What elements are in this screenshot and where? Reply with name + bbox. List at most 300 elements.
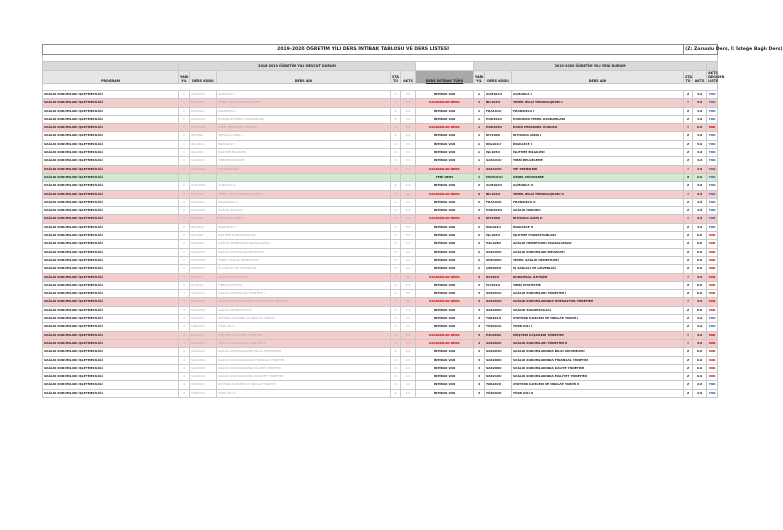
akts-changed-cell: YOK (707, 132, 718, 140)
new-akts-cell: 2.0 (693, 323, 707, 331)
old-akts-cell: 3.0 (401, 198, 416, 206)
table-row (43, 298, 718, 306)
new-name-cell: İŞ SAĞLIĞI VE GÜVENLİĞİ (512, 265, 684, 273)
old-yariyil-cell: 2 (179, 198, 190, 206)
new-akts-cell: 6.0 (693, 248, 707, 256)
old-code-cell: ALM101U (190, 91, 217, 99)
col-yariyil-new: YARI YIL (474, 71, 485, 84)
intibak-type-cell: KALDIRILAN DERS (416, 99, 474, 107)
old-yariyil-cell: 3 (179, 290, 190, 298)
table-row (43, 215, 718, 223)
table-row (43, 157, 718, 165)
old-statu-cell: Z (391, 149, 401, 157)
old-name-cell: İKTİSADA GİRİŞ II (217, 215, 391, 223)
new-name-cell: SAĞLIK KURUMLARI YÖNETİMİ I (512, 290, 684, 298)
old-code-cell: PZL108U (190, 240, 217, 248)
old-name-cell: TEMEL SAĞLIK HİZMETLERİ (217, 256, 391, 264)
intibak-type-cell: İNTİBAK VAR (416, 140, 474, 148)
new-code-cell: İNG101U (485, 140, 512, 148)
intibak-type-cell: İNTİBAK VAR (416, 223, 474, 231)
intibak-type-cell: KALDIRILAN DERS (416, 165, 474, 173)
old-akts-cell: 3.0 (401, 165, 416, 173)
old-code-cell (190, 173, 217, 181)
new-akts-cell: 3.0 (693, 91, 707, 99)
old-akts-cell: 3.0 (401, 281, 416, 289)
old-akts-cell: 3.0 (401, 182, 416, 190)
new-code-cell: TAR201U (485, 315, 512, 323)
new-name-cell: ATATÜRK İLKELERİ VE İNKILAP TARİHİ II (512, 381, 684, 389)
old-akts-cell: 4.0 (401, 364, 416, 372)
old-name-cell: ATATÜRK İLKELERİ VE İNKILAP TARİHİ I (217, 315, 391, 323)
new-name-cell: İŞLETME FONKSİYONLARI (512, 232, 684, 240)
old-statu-cell: Z (391, 348, 401, 356)
intibak-type-cell: KALDIRILAN DERS (416, 339, 474, 347)
new-yariyil-cell: 4 (474, 389, 485, 397)
old-yariyil-cell: 1 (179, 157, 190, 165)
new-statu-cell: Z (684, 373, 693, 381)
intibak-type-cell: KALDIRILAN DERS (416, 124, 474, 132)
new-code-cell: İKT100U (485, 132, 512, 140)
new-code-cell: İŞL105U (485, 149, 512, 157)
old-code-cell: İLT201U (190, 273, 217, 281)
legend-note: (Z: Zorunlu Ders, İ: İsteğe Bağlı Ders) (684, 45, 718, 55)
new-yariyil-cell: 1 (474, 165, 485, 173)
new-code-cell: BİL103U (485, 99, 512, 107)
new-akts-cell: 3.0 (693, 215, 707, 223)
new-yariyil-cell: 2 (474, 207, 485, 215)
old-akts-cell: 2.0 (401, 381, 416, 389)
old-yariyil-cell: 3 (179, 273, 190, 281)
akts-changed-cell: YOK (707, 223, 718, 231)
old-statu-cell: Z (391, 356, 401, 364)
old-name-cell: SAĞLIK KURUMLARINDA KALİTE YÖNETİMİ (217, 364, 391, 372)
intibak-type-cell: İNTİBAK VAR (416, 157, 474, 165)
new-code-cell: SAK202U (485, 339, 512, 347)
intibak-type-cell: İNTİBAK VAR (416, 265, 474, 273)
new-yariyil-cell: 2 (474, 190, 485, 198)
new-name-cell: HUKUKUN TEMEL KAVRAMLARI (512, 115, 684, 123)
table-row (43, 99, 718, 107)
new-akts-cell: 6.0 (693, 124, 707, 132)
old-statu-cell: Z (391, 215, 401, 223)
new-yariyil-cell: 3 (474, 323, 485, 331)
intibak-table (42, 44, 783, 398)
new-yariyil-cell: 1 (474, 140, 485, 148)
old-akts-cell: 3.0 (401, 107, 416, 115)
old-code-cell: İŞL105U (190, 149, 217, 157)
old-name-cell: FRANSIZCA I (217, 107, 391, 115)
new-yariyil-cell: 1 (474, 132, 485, 140)
old-name-cell: ALMANCA II (217, 182, 391, 190)
intibak-type-cell: İNTİBAK VAR (416, 132, 474, 140)
old-statu-cell: Z (391, 198, 401, 206)
new-statu-cell: Z (684, 107, 693, 115)
old-statu-cell: Z (391, 381, 401, 389)
old-code-cell: PZL200U (190, 331, 217, 339)
new-code-cell: İKT100U (485, 215, 512, 223)
new-akts-cell: 6.0 (693, 290, 707, 298)
akts-changed-cell: VAR (707, 339, 718, 347)
new-yariyil-cell: 4 (474, 348, 485, 356)
new-name-cell: TEMEL BİLGİ TEKNOLOJİLERİ I (512, 99, 684, 107)
program-cell: SAĞLIK KURUMLARI İŞLETMECİLİĞİ (43, 273, 179, 281)
old-code-cell: FRA101U (190, 107, 217, 115)
akts-changed-cell: YOK (707, 99, 718, 107)
new-name-cell: SAĞLIK KURUMLARINDA MALİYET YÖNETİMİ (512, 373, 684, 381)
new-statu-cell: İ (684, 99, 693, 107)
akts-changed-cell: YOK (707, 91, 718, 99)
old-name-cell: TIP TERİMLERİ (217, 165, 391, 173)
old-code-cell: İKT100U (190, 215, 217, 223)
new-statu-cell: Z (684, 132, 693, 140)
old-code-cell: İNG102U (190, 223, 217, 231)
table-row (43, 207, 718, 215)
table-row (43, 348, 718, 356)
old-akts-cell: 3.0 (401, 140, 416, 148)
new-akts-cell: 3.0 (693, 149, 707, 157)
new-statu-cell: Z (684, 232, 693, 240)
table-row (43, 232, 718, 240)
new-statu-cell: Z (684, 223, 693, 231)
old-statu-cell: Z (391, 298, 401, 306)
new-yariyil-cell: 1 (474, 107, 485, 115)
old-yariyil-cell: 1 (179, 124, 190, 132)
old-akts-cell: 4.0 (401, 373, 416, 381)
akts-changed-cell: VAR (707, 290, 718, 298)
old-statu-cell: Z (391, 281, 401, 289)
intibak-type-cell: İNTİBAK VAR (416, 290, 474, 298)
new-akts-cell: 2.0 (693, 389, 707, 397)
old-code-cell: FRA102U (190, 198, 217, 206)
intibak-type-cell: KALDIRILAN DERS (416, 215, 474, 223)
new-statu-cell: Z (684, 240, 693, 248)
old-code-cell: TÜR201U (190, 323, 217, 331)
intibak-type-cell: İNTİBAK VAR (416, 348, 474, 356)
column-header-row (43, 71, 718, 84)
old-name-cell: SAĞLIK KURUMLARINDA MALİYET YÖNETİMİ (217, 373, 391, 381)
old-statu-cell: Z (391, 124, 401, 132)
new-name-cell: SAĞLIK KURUMLARINDA BİLGİ SİSTEMLERİ (512, 348, 684, 356)
old-name-cell: SAĞLIK SİGORTACILIĞI (217, 306, 391, 314)
program-cell: SAĞLIK KURUMLARI İŞLETMECİLİĞİ (43, 381, 179, 389)
new-name-cell: TÜRK DİLİ I (512, 323, 684, 331)
old-name-cell: TÜRK DİLİ I (217, 323, 391, 331)
intibak-type-cell: İNTİBAK VAR (416, 323, 474, 331)
old-akts-cell: 3.0 (401, 232, 416, 240)
program-cell: SAĞLIK KURUMLARI İŞLETMECİLİĞİ (43, 323, 179, 331)
new-akts-cell: 4.0 (693, 273, 707, 281)
old-statu-cell: Z (391, 306, 401, 314)
new-statu-cell: İ (684, 273, 693, 281)
col-kod: DERS KODU (190, 71, 217, 84)
old-yariyil-cell: 2 (179, 215, 190, 223)
new-code-cell: SAK204U (485, 348, 512, 356)
program-cell: SAĞLIK KURUMLARI İŞLETMECİLİĞİ (43, 190, 179, 198)
new-statu-cell: Z (684, 323, 693, 331)
table-row (43, 223, 718, 231)
intibak-type-cell: İNTİBAK VAR (416, 373, 474, 381)
program-cell: SAĞLIK KURUMLARI İŞLETMECİLİĞİ (43, 165, 179, 173)
old-code-cell: SHZ106U (190, 256, 217, 264)
new-akts-cell: 3.0 (693, 157, 707, 165)
new-name-cell: SAĞLIK KURUMLARINDA KALİTE YÖNETİMİ (512, 364, 684, 372)
new-code-cell: SAK203U (485, 298, 512, 306)
intibak-type-cell: İNTİBAK VAR (416, 240, 474, 248)
program-cell: SAĞLIK KURUMLARI İŞLETMECİLİĞİ (43, 173, 179, 181)
old-statu-cell: Z (391, 240, 401, 248)
akts-changed-cell: VAR (707, 348, 718, 356)
program-cell: SAĞLIK KURUMLARI İŞLETMECİLİĞİ (43, 207, 179, 215)
old-code-cell: TAR202U (190, 381, 217, 389)
new-statu-cell: Z (684, 182, 693, 190)
old-name-cell: ATATÜRK İLKELERİ VE İNKILAP TARİHİ II (217, 381, 391, 389)
old-yariyil-cell: 1 (179, 149, 190, 157)
program-cell: SAĞLIK KURUMLARI İŞLETMECİLİĞİ (43, 182, 179, 190)
old-name-cell: SAĞLIK KURUMLARI YÖNETİMİ I (217, 290, 391, 298)
new-yariyil-cell: 4 (474, 339, 485, 347)
old-statu-cell: Z (391, 256, 401, 264)
program-cell: SAĞLIK KURUMLARI İŞLETMECİLİĞİ (43, 298, 179, 306)
table-row (43, 132, 718, 140)
old-name-cell: KAMU PERSONEL HUKUKU (217, 124, 391, 132)
akts-changed-cell: VAR (707, 248, 718, 256)
old-code-cell: TÜR202U (190, 389, 217, 397)
old-statu-cell: Z (391, 290, 401, 298)
new-name-cell: TIBBİ İSTATİSTİK (512, 281, 684, 289)
table-row (43, 290, 718, 298)
old-akts-cell: 2.0 (401, 323, 416, 331)
new-akts-cell: 4.0 (693, 298, 707, 306)
new-code-cell: İŞL106U (485, 232, 512, 240)
akts-changed-cell: YOK (707, 157, 718, 165)
old-akts-cell: 3.0 (401, 273, 416, 281)
old-yariyil-cell: 2 (179, 248, 190, 256)
program-cell: SAĞLIK KURUMLARI İŞLETMECİLİĞİ (43, 331, 179, 339)
old-akts-cell: 3.0 (401, 290, 416, 298)
intibak-type-cell: İNTİBAK VAR (416, 364, 474, 372)
old-yariyil-cell: 4 (179, 356, 190, 364)
old-akts-cell: 3.0 (401, 298, 416, 306)
intibak-type-cell: İNTİBAK VAR (416, 198, 474, 206)
new-akts-cell: 3.0 (693, 223, 707, 231)
program-cell: SAĞLIK KURUMLARI İŞLETMECİLİĞİ (43, 99, 179, 107)
new-code-cell: PZL200U (485, 331, 512, 339)
akts-changed-cell: YOK (707, 190, 718, 198)
akts-changed-cell: YOK (707, 323, 718, 331)
akts-changed-cell: VAR (707, 281, 718, 289)
program-cell: SAĞLIK KURUMLARI İŞLETMECİLİĞİ (43, 339, 179, 347)
program-cell: SAĞLIK KURUMLARI İŞLETMECİLİĞİ (43, 157, 179, 165)
new-akts-cell: 4.0 (693, 339, 707, 347)
old-yariyil-cell: 1 (179, 107, 190, 115)
table-row (43, 265, 718, 273)
intibak-type-cell: İNTİBAK VAR (416, 356, 474, 364)
new-statu-cell: İ (684, 124, 693, 132)
new-code-cell: SAK208U (485, 364, 512, 372)
table-row (43, 182, 718, 190)
old-name-cell: İŞ SAĞLIĞI VE GÜVENLİĞİ (217, 265, 391, 273)
old-yariyil-cell: 1 (179, 91, 190, 99)
new-code-cell: TÜR201U (485, 323, 512, 331)
new-akts-cell: 2.0 (693, 315, 707, 323)
program-cell: SAĞLIK KURUMLARI İŞLETMECİLİĞİ (43, 373, 179, 381)
new-code-cell: SAK205U (485, 306, 512, 314)
new-name-cell: SAĞLIK KURUMLARINDA OPERASYON YÖNETİMİ (512, 298, 684, 306)
old-yariyil-cell: 3 (179, 298, 190, 306)
new-statu-cell: İ (684, 165, 693, 173)
old-code-cell: ALM102U (190, 182, 217, 190)
old-yariyil-cell: 3 (179, 323, 190, 331)
new-akts-cell: 3.0 (693, 140, 707, 148)
new-statu-cell: İ (684, 331, 693, 339)
old-name-cell: SAĞLIK HİZMETLERİ PAZARLAMASI (217, 240, 391, 248)
old-akts-cell: 3.0 (401, 207, 416, 215)
old-akts-cell: 3.0 (401, 132, 416, 140)
old-yariyil-cell: 4 (179, 348, 190, 356)
new-name-cell: SAĞLIK KURUMLARI MEVZUATI (512, 248, 684, 256)
new-akts-cell: 6.0 (693, 306, 707, 314)
new-statu-cell: Z (684, 306, 693, 314)
akts-changed-cell: VAR (707, 240, 718, 248)
old-yariyil-cell: 1 (179, 140, 190, 148)
old-akts-cell: 3.0 (401, 331, 416, 339)
old-yariyil-cell: 3 (179, 315, 190, 323)
table-row (43, 140, 718, 148)
old-akts-cell: 3.0 (401, 265, 416, 273)
new-yariyil-cell: 1 (474, 99, 485, 107)
intibak-type-cell: KALDIRILAN DERS (416, 190, 474, 198)
new-statu-cell: Z (684, 91, 693, 99)
old-name-cell: SAĞLIK KURUMLARI MEVZUATI (217, 248, 391, 256)
new-akts-cell: 2.0 (693, 381, 707, 389)
old-code-cell: SAK210U (190, 373, 217, 381)
old-akts-cell: 3.0 (401, 157, 416, 165)
new-akts-cell: 3.0 (693, 165, 707, 173)
new-yariyil-cell: 3 (474, 273, 485, 281)
table-row (43, 356, 718, 364)
new-yariyil-cell: 1 (474, 149, 485, 157)
program-cell: SAĞLIK KURUMLARI İŞLETMECİLİĞİ (43, 364, 179, 372)
table-row (43, 281, 718, 289)
new-name-cell: ATATÜRK İLKELERİ VE İNKILAP TARİHİ I (512, 315, 684, 323)
new-statu-cell: İ (684, 339, 693, 347)
old-akts-cell: 3.0 (401, 223, 416, 231)
new-akts-cell: 6.0 (693, 256, 707, 264)
old-code-cell: İKT100U (190, 132, 217, 140)
old-yariyil-cell: 4 (179, 339, 190, 347)
new-akts-cell: 3.0 (693, 115, 707, 123)
old-akts-cell: 3.0 (401, 115, 416, 123)
old-statu-cell: Z (391, 339, 401, 347)
akts-changed-cell: VAR (707, 273, 718, 281)
new-akts-cell: 6.0 (693, 373, 707, 381)
new-name-cell: MÜŞTERİ İLİŞKİLERİ YÖNETİMİ (512, 331, 684, 339)
akts-changed-cell: YOK (707, 198, 718, 206)
table-row (43, 173, 718, 181)
old-name-cell: İNGİLİZCE I (217, 140, 391, 148)
old-yariyil-cell: 2 (179, 190, 190, 198)
new-akts-cell: 3.0 (693, 132, 707, 140)
new-statu-cell: Z (684, 281, 693, 289)
old-yariyil-cell: 2 (179, 232, 190, 240)
new-akts-cell: 6.0 (693, 240, 707, 248)
table-title: 2019-2020 ÖĞRETİM YILI DERS İNTİBAK TABLOSU VE DERS LİSTESİ (43, 45, 684, 55)
old-statu-cell: Z (391, 248, 401, 256)
old-yariyil-cell: 2 (179, 223, 190, 231)
akts-changed-cell: YOK (707, 381, 718, 389)
new-name-cell: ALMANCA I (512, 91, 684, 99)
new-statu-cell: Z (684, 256, 693, 264)
akts-changed-cell: YOK (707, 182, 718, 190)
new-name-cell: İNGİLİZCE I (512, 140, 684, 148)
old-yariyil-cell: 1 (179, 115, 190, 123)
old-yariyil-cell: 2 (179, 256, 190, 264)
akts-changed-cell: YOK (707, 215, 718, 223)
new-code-cell: FRA102U (485, 198, 512, 206)
col-statu-new: STA TÜ (684, 71, 693, 84)
new-name-cell: TIP TERİMLERİ (512, 165, 684, 173)
old-akts-cell: 3.0 (401, 306, 416, 314)
col-yariyil: YARI YIL (179, 71, 190, 84)
new-name-cell: SAĞLIK KURUMLARINDA FİNANSAL YÖNETİM (512, 356, 684, 364)
program-cell: SAĞLIK KURUMLARI İŞLETMECİLİĞİ (43, 356, 179, 364)
old-name-cell: TIBBİ BELGELEME (217, 157, 391, 165)
akts-changed-cell: YOK (707, 165, 718, 173)
old-yariyil-cell: 4 (179, 381, 190, 389)
intibak-type-cell: İNTİBAK VAR (416, 207, 474, 215)
old-statu-cell: Z (391, 364, 401, 372)
old-code-cell: HUK101U (190, 115, 217, 123)
program-cell: SAĞLIK KURUMLARI İŞLETMECİLİĞİ (43, 248, 179, 256)
col-ad-new: DERS ADI (512, 71, 684, 84)
old-code-cell: ÇEK002U (190, 265, 217, 273)
new-code-cell: SAK101U (485, 157, 512, 165)
old-code-cell: İŞL106U (190, 232, 217, 240)
new-name-cell: İŞLETME BİLGİLERİ (512, 149, 684, 157)
new-statu-cell: Z (684, 149, 693, 157)
old-code-cell: SAK203U (190, 298, 217, 306)
table-row (43, 364, 718, 372)
old-statu-cell: Z (391, 331, 401, 339)
new-statu-cell: Z (684, 198, 693, 206)
new-name-cell: TÜRK DİLİ II (512, 389, 684, 397)
new-code-cell: SAK206U (485, 356, 512, 364)
new-akts-cell: 4.0 (693, 331, 707, 339)
new-akts-cell: 3.0 (693, 182, 707, 190)
old-name-cell: SAĞLIK KURUMLARINDA OPERASYON YÖNETİMİ (217, 298, 391, 306)
intibak-type-cell: İNTİBAK VAR (416, 232, 474, 240)
program-cell: SAĞLIK KURUMLARI İŞLETMECİLİĞİ (43, 256, 179, 264)
intibak-type-cell: İNTİBAK VAR (416, 149, 474, 157)
table-row (43, 165, 718, 173)
akts-changed-cell: YOK (707, 315, 718, 323)
intibak-type-cell: İNTİBAK VAR (416, 107, 474, 115)
old-name-cell: TEMEL BİLGİ TEKNOLOJİLERİ I (217, 99, 391, 107)
old-akts-cell (401, 173, 416, 181)
akts-changed-cell: VAR (707, 124, 718, 132)
old-statu-cell: Z (391, 207, 401, 215)
old-code-cell: İNG101U (190, 140, 217, 148)
program-cell: SAĞLIK KURUMLARI İŞLETMECİLİĞİ (43, 240, 179, 248)
new-code-cell: SAK102U (485, 248, 512, 256)
old-group-header: 2018-2019 ÖĞRETİM YILI MEVCUT DURUM (179, 62, 416, 71)
col-program: PROGRAM (43, 71, 179, 84)
intibak-type-cell: İNTİBAK VAR (416, 389, 474, 397)
old-yariyil-cell: 2 (179, 207, 190, 215)
new-code-cell: İNG102U (485, 223, 512, 231)
old-statu-cell: Z (391, 373, 401, 381)
new-code-cell: TAR202U (485, 381, 512, 389)
